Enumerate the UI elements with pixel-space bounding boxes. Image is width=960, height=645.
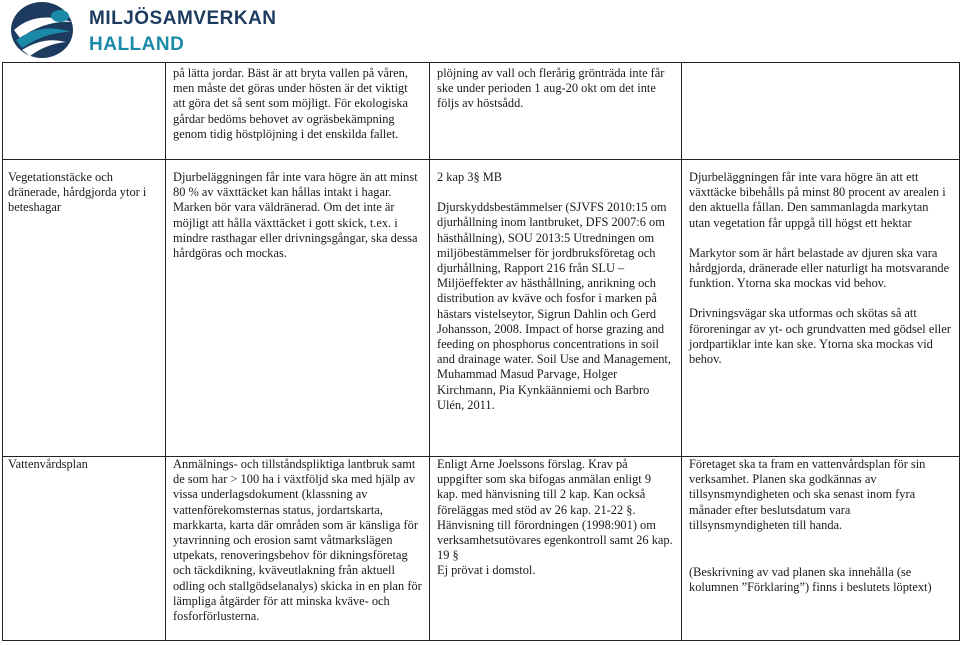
row2-condition-a: Djurbeläggningen får inte vara högre än att ett växttäcke bibehålls på minst 80 procent av arealen i den aktuella fållan. Den sammanlagda markytan utan vegetation får uppgå till högst ett hektar [689,170,946,230]
table-row [3,457,960,641]
row2-explanation-cell: Djurbeläggningen får inte vara högre än att minst 80 % av växttäcket kan hållas intakt i hagar. Marken bör vara väldränerad. Om det inte är möjligt att hålla växttäcket i gott skick, t.ex. i mindre rasthagar eller drivningsgångar, ska dessa hårdgöras och mockas. [166,160,430,457]
logo-emblem-icon [6,0,86,62]
logo-line-2: HALLAND [89,34,185,55]
row2-reference-law: 2 kap 3§ MB [437,170,503,184]
table-row [3,160,960,457]
requirements-table [2,62,960,641]
row3-reference-note: Ej prövat i domstol. [437,563,536,578]
row2-reference-sources: Djurskyddsbestämmelser (SJVFS 2010:15 om djurhållning inom lantbruket, DFS 2007:6 om hästhållning), SOU 2013:5 Utredningen om miljöbestämmelser för jordbruksföretag och djurhållning, Rapport 216 från SLU – Miljöeffekter av hästhållning, anrikning och distribution av kväve och fosfor i marken på hästars vistelseytor, Sigrun Dahlin och Gerd Johansson, 2008. Impact of horse grazing and feeding on phosphorus concentrations in soil and drainage water. Soil Use and Management, Muhammad Masud Parvage, Holger Kirchmann, Pia Kynkäänniemi och Barbro Ulén, 2011. [437,200,671,412]
row3-condition-a: Företaget ska ta fram en vattenvårdsplan för sin verksamhet. Planen ska godkännas av tillsynsmyndigheten och ska senast inom fyra månader efter beslutsdatum vara tillsynsmyndigheten till handa. [689,457,926,532]
row1-reference-cell: plöjning av vall och flerårig grönträda inte får ske under perioden 1 aug-20 okt om det inte följs av höstsådd. [430,63,682,160]
row3-reference-cell [430,457,682,641]
row3-reference-text: Enligt Arne Joelssons förslag. Krav på uppgifter som ska bifogas anmälan enligt 9 kap. med hänvisning till 2 kap. Kan också föreläggas med stöd av 26 kap. 21-22 §. Hänvisning till förordningen (1998:901) om verksamhetsutövares egenkontroll samt 26 kap. 19 § [437,457,673,563]
table-row [3,63,960,160]
row3-topic-cell: Vattenvårdsplan [3,457,166,641]
logo [6,0,286,62]
logo-line-1: MILJÖSAMVERKAN [89,8,277,29]
row1-condition-cell [682,63,960,160]
row2-condition-cell [682,160,960,457]
row3-condition-cell [682,457,960,641]
row1-explanation-cell: på lätta jordar. Bäst är att bryta vallen på våren, men måste det göras under hösten är det viktigt att göra det så sent som möjligt. För ekologiska gårdar bedöms behovet av ogräsbekämpning genom tidig höstplöjning i det enskilda fallet. [166,63,430,160]
row2-topic-cell: Vegetationstäcke och dränerade, hårdgjorda ytor i beteshagar [3,160,166,457]
row3-condition-b: (Beskrivning av vad planen ska innehålla (se kolumnen ”Förklaring”) finns i beslutets löptext) [689,565,932,595]
row3-explanation-cell: Anmälnings- och tillståndspliktiga lantbruk samt de som har > 100 ha i växtföljd ska med hjälp av vissa underlagsdokument (klassning av vattenförekomsternas status, jordartskarta, markkarta, karta där områden som är känsliga för ytavrinning och erosion samt våtmarkslägen utpekats, renoveringsbehov för dikningsföretag och täckdikning, kväveutlakning från aktuell odling och stallgödselanalys) skicka in en plan för lämpliga åtgärder för att minska kväve- och fosforförlusterna. [166,457,430,641]
row2-condition-c: Drivningsvägar ska utformas och skötas så att föroreningar av yt- och grundvatten med gödsel eller jordpartiklar inte kan ske. Ytorna ska mockas vid behov. [689,306,951,367]
row2-reference-cell [430,160,682,457]
row2-condition-b: Markytor som är hårt belastade av djuren ska vara hårdgjorda, dränerade eller naturligt ha motsvarande funktion. Ytorna ska mockas vid behov. [689,245,950,291]
row1-topic-cell [3,63,166,160]
